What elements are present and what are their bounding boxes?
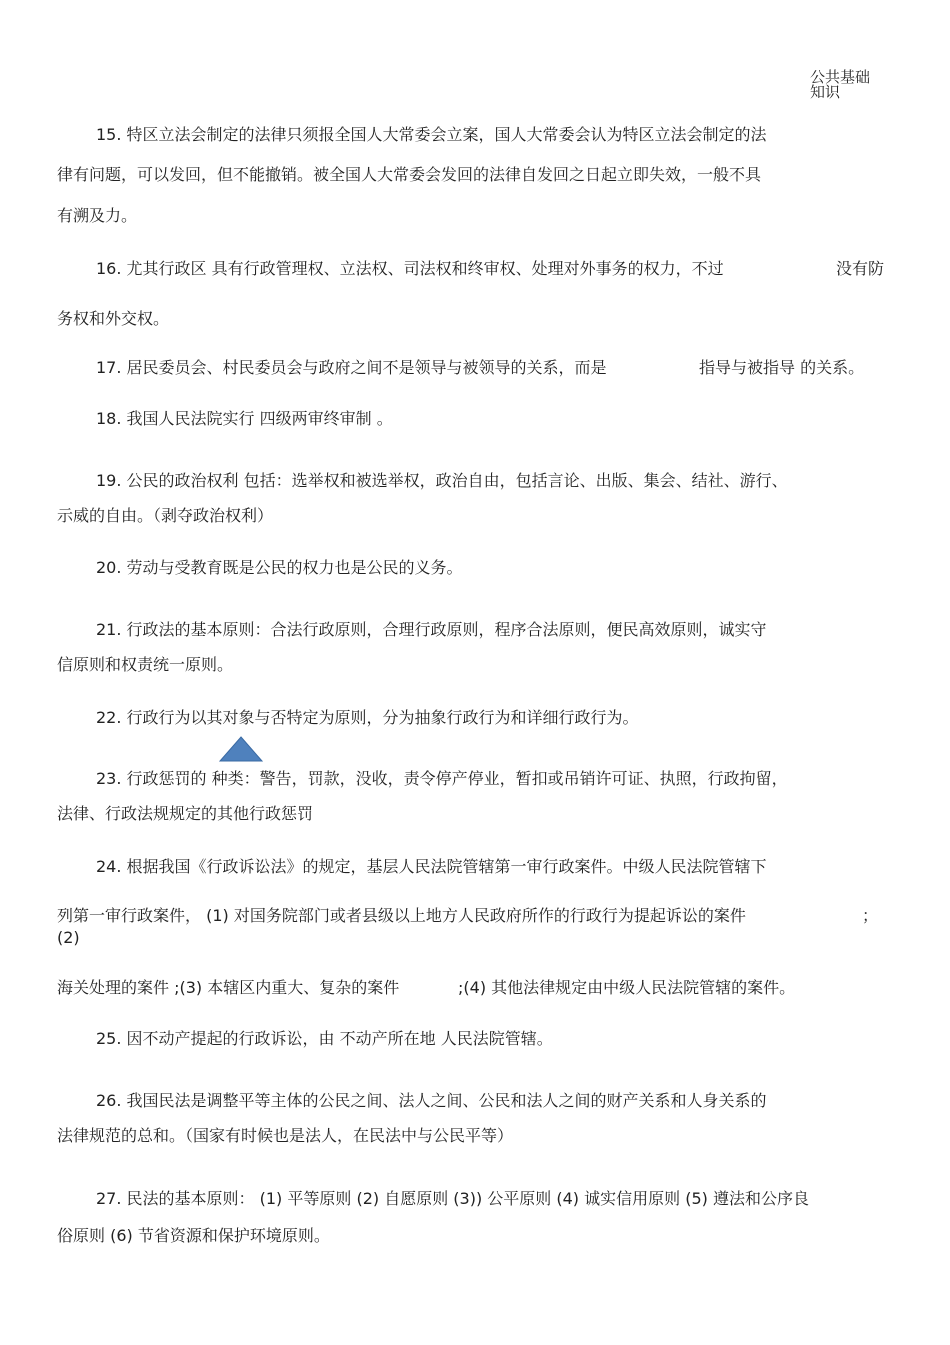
item-19-line-2: 示威的自由。（剥夺政治权利） — [57, 506, 274, 525]
triangle-shape — [219, 736, 263, 762]
item-16-line-1b: 没有防 — [836, 259, 885, 278]
item-27-line-2: 俗原则 (6) 节省资源和保护环境原则。 — [57, 1226, 330, 1245]
item-23-line-2: 法律、行政法规规定的其他行政惩罚 — [57, 804, 314, 823]
item-26-line-2: 法律规范的总和。（国家有时候也是法人，在民法中与公民平等） — [57, 1126, 514, 1145]
item-19-line-1: 19. 公民的政治权利 包括：选举权和被选举权，政治自由，包括言论、出版、集会、结社、游行、 — [96, 471, 788, 490]
item-20-line-1: 20. 劳动与受教育既是公民的权力也是公民的义务。 — [96, 558, 463, 577]
header-line-1: 公共基础 — [810, 68, 871, 86]
header-line-2: 知识 — [810, 83, 841, 101]
item-24-line-2b: ； — [862, 906, 879, 925]
item-24-line-2: 列第一审行政案件， (1) 对国务院部门或者县级以上地方人民政府所作的行政行为提起诉讼的案件 — [57, 906, 746, 925]
item-16-line-2: 务权和外交权。 — [57, 309, 170, 328]
item-25-line-1: 25. 因不动产提起的行政诉讼，由 不动产所在地 人民法院管辖。 — [96, 1029, 553, 1048]
item-17-line-1b: 指导与被指导 的关系。 — [699, 358, 865, 377]
item-21-line-2: 信原则和权责统一原则。 — [57, 655, 234, 674]
item-15-line-1: 15. 特区立法会制定的法律只须报全国人大常委会立案，国人大常委会认为特区立法会制定的法 — [96, 125, 767, 144]
item-21-line-1: 21. 行政法的基本原则：合法行政原则，合理行政原则，程序合法原则，便民高效原则，诚实守 — [96, 620, 767, 639]
item-15-line-2: 律有问题，可以发回，但不能撤销。被全国人大常委会发回的法律自发回之日起立即失效，一般不具 — [57, 165, 762, 184]
item-24-line-4b: ;(4) 其他法律规定由中级人民法院管辖的案件。 — [458, 978, 796, 997]
item-15-line-3: 有溯及力。 — [57, 206, 138, 225]
item-27-line-1: 27. 民法的基本原则： (1) 平等原则 (2) 自愿原则 (3)) 公平原则 (4) 诚实信用原则 (5) 遵法和公序良 — [96, 1189, 809, 1208]
item-23-line-1: 23. 行政惩罚的 种类：警告，罚款，没收，责令停产停业，暂扣或吊销许可证、执照，行政拘留， — [96, 769, 788, 788]
item-24-line-4: 海关处理的案件 ;(3) 本辖区内重大、复杂的案件 — [57, 978, 400, 997]
page-header — [810, 70, 900, 100]
item-24-line-3: (2) — [57, 928, 80, 947]
item-26-line-1: 26. 我国民法是调整平等主体的公民之间、法人之间、公民和法人之间的财产关系和人身关系的 — [96, 1091, 767, 1110]
item-16-line-1: 16. 尤其行政区 具有行政管理权、立法权、司法权和终审权、处理对外事务的权力，不过 — [96, 259, 724, 278]
item-17-line-1: 17. 居民委员会、村民委员会与政府之间不是领导与被领导的关系，而是 — [96, 358, 607, 377]
item-24-line-1: 24. 根据我国《行政诉讼法》的规定，基层人民法院管辖第一审行政案件。中级人民法院管辖下 — [96, 857, 767, 876]
item-18-line-1: 18. 我国人民法院实行 四级两审终审制 。 — [96, 409, 393, 428]
item-22-line-1: 22. 行政行为以其对象与否特定为原则，分为抽象行政行为和详细行政行为。 — [96, 708, 639, 727]
